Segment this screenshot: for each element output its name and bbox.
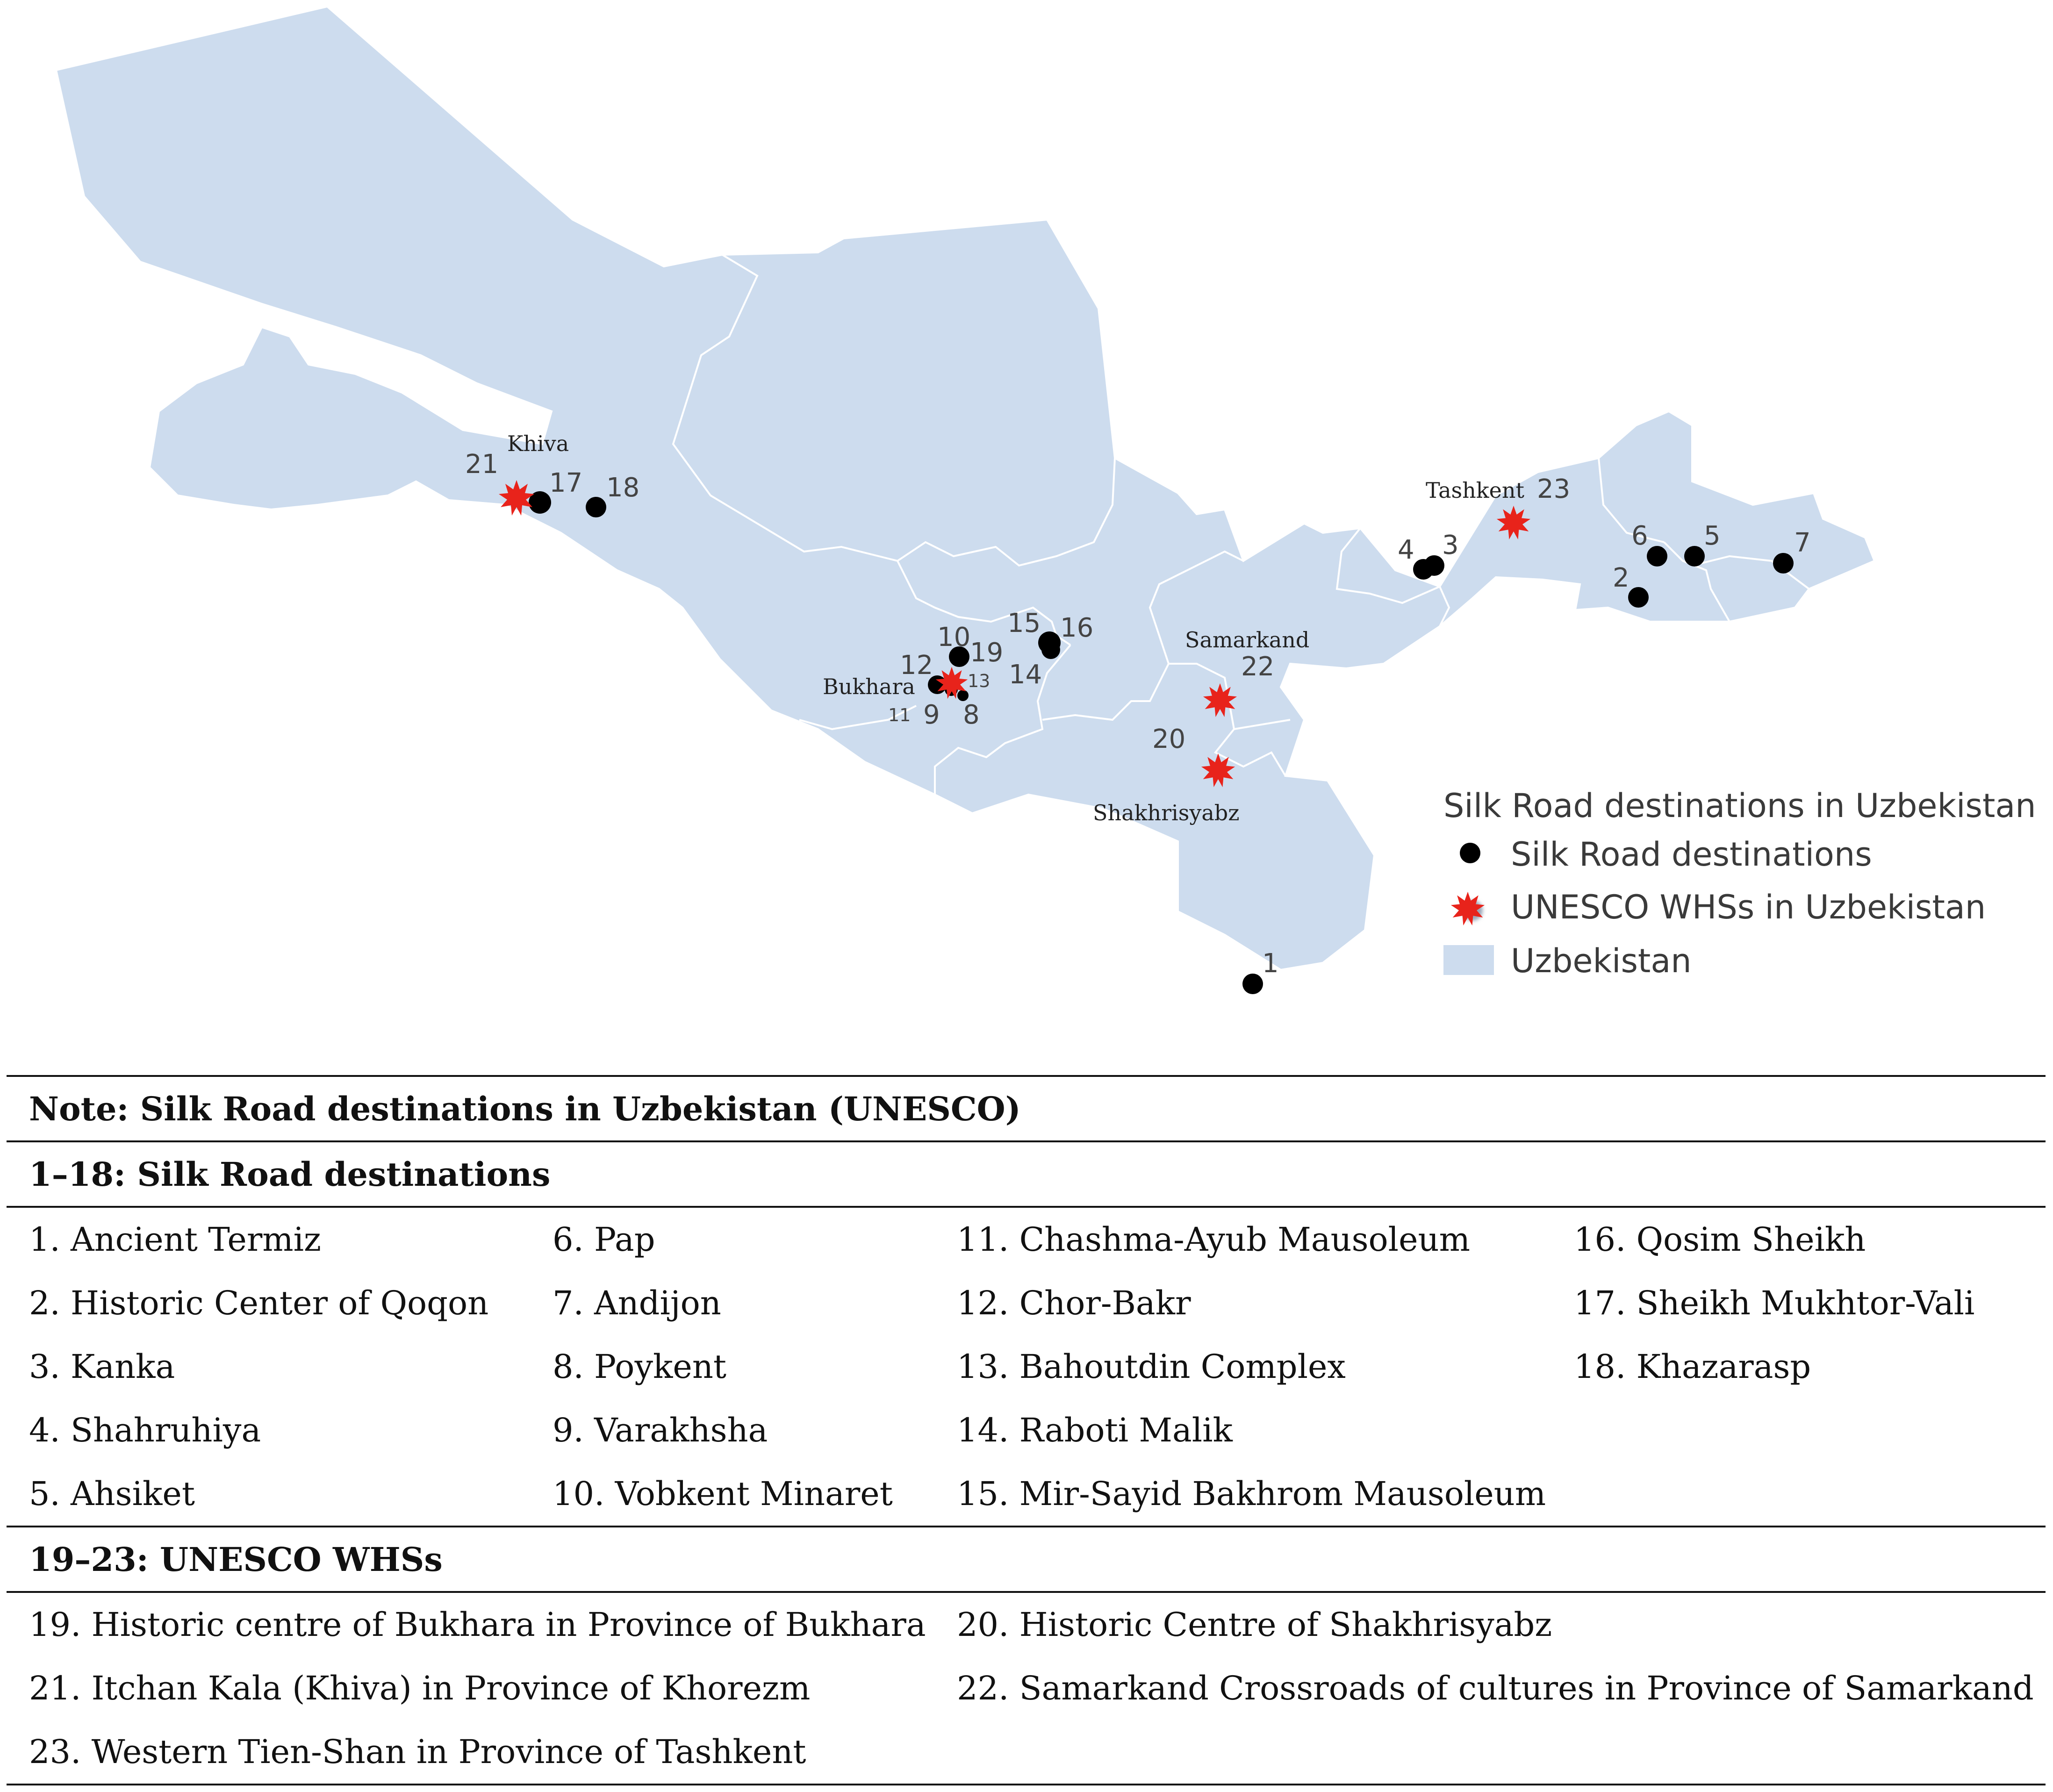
table-cell: 1. Ancient Termiz bbox=[29, 1220, 321, 1259]
table-row bbox=[7, 1271, 2046, 1335]
site-number: 5 bbox=[1704, 521, 1721, 551]
site-dot-1 bbox=[1242, 974, 1263, 994]
city-label-tashkent: Tashkent bbox=[1426, 478, 1524, 503]
section-header-row bbox=[7, 1527, 2046, 1592]
table-row bbox=[7, 1207, 2046, 1271]
table-cell: 15. Mir-Sayid Bakhrom Mausoleum bbox=[934, 1462, 1551, 1527]
table-cell: 18. Khazarasp bbox=[1574, 1348, 1811, 1386]
site-number: 7 bbox=[1794, 528, 1811, 558]
table-row bbox=[7, 1335, 2046, 1398]
site-number: 22 bbox=[1241, 652, 1275, 682]
table-cell: 10. Vobkent Minaret bbox=[530, 1462, 934, 1527]
legend-item-stars: UNESCO WHSs in Uzbekistan bbox=[1511, 888, 1986, 926]
map-legend bbox=[1443, 787, 2036, 980]
site-number: 8 bbox=[963, 700, 980, 730]
site-dot-5 bbox=[1684, 546, 1705, 566]
site-number: 4 bbox=[1398, 535, 1414, 565]
table-cell: 2. Historic Center of Qoqon bbox=[29, 1284, 489, 1322]
table-cell bbox=[934, 1720, 2046, 1785]
legend-dot-icon bbox=[1460, 843, 1480, 863]
site-number: 21 bbox=[465, 449, 499, 480]
site-dot-16 bbox=[1041, 640, 1060, 659]
site-number: 20 bbox=[1152, 724, 1186, 754]
site-number: 10 bbox=[937, 622, 971, 652]
table-cell: 20. Historic Centre of Shakhrisyabz bbox=[957, 1606, 1552, 1644]
table-row bbox=[7, 1592, 2046, 1656]
table-cell: 14. Raboti Malik bbox=[957, 1411, 1233, 1449]
site-number: 1 bbox=[1262, 948, 1279, 979]
table-cell: 12. Chor-Bakr bbox=[957, 1284, 1191, 1322]
site-number: 11 bbox=[888, 705, 911, 725]
table-cell: 19. Historic centre of Bukhara in Province of Bukhara bbox=[29, 1606, 926, 1644]
city-label-bukhara: Bukhara bbox=[823, 674, 915, 699]
legend-country-swatch-icon bbox=[1443, 945, 1494, 975]
section1-title: 1–18: Silk Road destinations bbox=[7, 1141, 2046, 1207]
site-number: 23 bbox=[1537, 474, 1571, 504]
table-cell: 13. Bahoutdin Complex bbox=[957, 1348, 1346, 1386]
city-label-khiva: Khiva bbox=[507, 431, 569, 456]
table-cell: 6. Pap bbox=[553, 1220, 655, 1259]
site-number: 15 bbox=[1007, 608, 1041, 638]
site-dot-7 bbox=[1773, 553, 1794, 573]
note-title: Note: Silk Road destinations in Uzbekistan (UNESCO) bbox=[7, 1076, 2046, 1141]
site-number: 9 bbox=[923, 700, 940, 730]
table-cell: 4. Shahruhiya bbox=[29, 1411, 261, 1449]
site-number: 17 bbox=[549, 468, 583, 498]
table-cell: 23. Western Tien-Shan in Province of Tashkent bbox=[7, 1720, 934, 1785]
table-row bbox=[7, 1720, 2046, 1785]
site-number: 2 bbox=[1613, 563, 1629, 593]
site-dot-2 bbox=[1628, 587, 1649, 608]
table-cell: 11. Chashma-Ayub Mausoleum bbox=[957, 1220, 1470, 1259]
table-cell: 8. Poykent bbox=[553, 1348, 727, 1386]
table-cell: 17. Sheikh Mukhtor-Vali bbox=[1574, 1284, 1975, 1322]
table-cell: 21. Itchan Kala (Khiva) in Province of Khorezm bbox=[29, 1669, 811, 1707]
table-cell bbox=[1551, 1398, 2046, 1462]
site-number: 13 bbox=[968, 671, 991, 691]
table-cell: 7. Andijon bbox=[553, 1284, 721, 1322]
table-row bbox=[7, 1398, 2046, 1462]
site-list-table bbox=[7, 1075, 2046, 1785]
section2-title: 19–23: UNESCO WHSs bbox=[7, 1527, 2046, 1592]
site-number: 19 bbox=[970, 638, 1004, 668]
site-dot-18 bbox=[586, 497, 606, 517]
table-cell: 22. Samarkand Crossroads of cultures in Province of Samarkand bbox=[957, 1669, 2034, 1707]
site-number: 14 bbox=[1009, 659, 1042, 690]
note-title-row bbox=[7, 1076, 2046, 1141]
table-cell: 3. Kanka bbox=[29, 1348, 175, 1386]
table-cell: 5. Ahsiket bbox=[7, 1462, 530, 1527]
section-header-row bbox=[7, 1141, 2046, 1207]
site-number: 6 bbox=[1631, 521, 1648, 551]
table-cell: 9. Varakhsha bbox=[553, 1411, 768, 1449]
city-label-shakhrisyabz: Shakhrisyabz bbox=[1093, 800, 1240, 825]
site-number: 3 bbox=[1442, 530, 1459, 560]
table-row bbox=[7, 1462, 2046, 1527]
table-cell bbox=[1551, 1462, 2046, 1527]
site-number: 12 bbox=[900, 650, 933, 681]
site-dot-6 bbox=[1647, 546, 1667, 566]
site-number: 18 bbox=[606, 473, 640, 503]
table-row bbox=[7, 1656, 2046, 1720]
table-cell: 16. Qosim Sheikh bbox=[1574, 1220, 1866, 1259]
city-label-samarkand: Samarkand bbox=[1185, 627, 1310, 652]
site-dot-4 bbox=[1413, 559, 1434, 580]
legend-title: Silk Road destinations in Uzbekistan bbox=[1443, 787, 2036, 825]
site-number: 16 bbox=[1060, 613, 1094, 643]
legend-item-dots: Silk Road destinations bbox=[1511, 835, 1872, 874]
legend-item-country: Uzbekistan bbox=[1511, 942, 1692, 980]
